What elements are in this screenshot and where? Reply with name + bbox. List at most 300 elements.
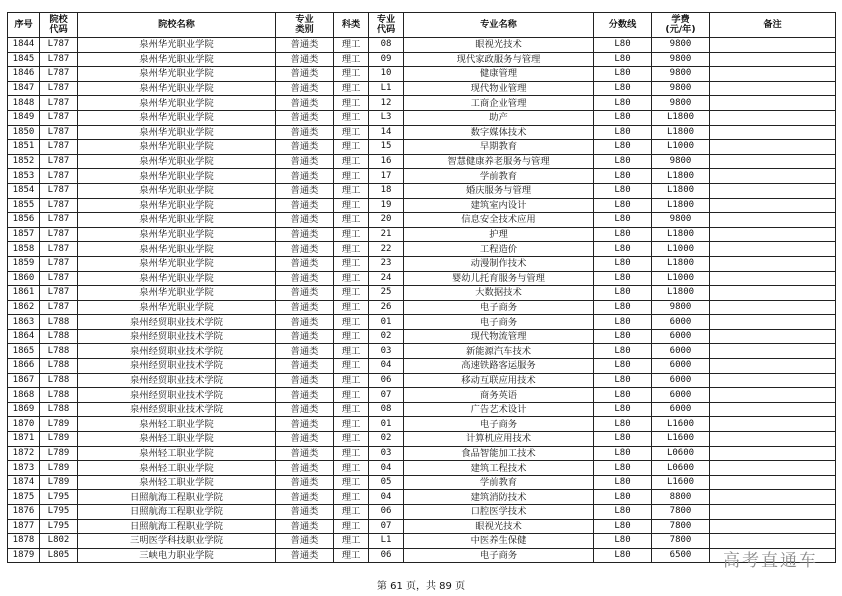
cell-major-code: 04 [369,359,404,374]
cell-major-code: 03 [369,446,404,461]
cell-major-code: 02 [369,432,404,447]
table-row [8,475,836,490]
cell-score-line: L80 [594,198,652,213]
cell-major-code: L1 [369,81,404,96]
cell-school-name: 泉州轻工职业学院 [78,432,276,447]
cell-seq: 1876 [8,505,40,520]
table-row [8,432,836,447]
table-row [8,461,836,476]
cell-tuition: L1800 [652,286,710,301]
cell-seq: 1868 [8,388,40,403]
cell-major-name: 学前教育 [404,169,594,184]
cell-major-type: 普通类 [276,183,334,198]
cell-seq: 1851 [8,140,40,155]
cell-subject: 理工 [334,446,369,461]
cell-major-name: 高速铁路客运服务 [404,359,594,374]
cell-tuition: 6000 [652,359,710,374]
cell-subject: 理工 [334,300,369,315]
header-score-line: 分数线 [594,13,652,38]
cell-score-line: L80 [594,256,652,271]
cell-school-name: 泉州华光职业学院 [78,198,276,213]
cell-score-line: L80 [594,81,652,96]
cell-school-name: 泉州华光职业学院 [78,300,276,315]
cell-remarks [710,432,836,447]
table-row [8,81,836,96]
cell-school-code: L788 [40,388,78,403]
cell-tuition: 7800 [652,534,710,549]
cell-score-line: L80 [594,271,652,286]
cell-major-type: 普通类 [276,461,334,476]
cell-major-code: 08 [369,38,404,53]
cell-major-code: 05 [369,475,404,490]
cell-major-name: 建筑消防技术 [404,490,594,505]
cell-major-code: 10 [369,67,404,82]
cell-school-code: L787 [40,81,78,96]
cell-tuition: 9800 [652,300,710,315]
cell-school-code: L789 [40,432,78,447]
cell-major-type: 普通类 [276,38,334,53]
cell-score-line: L80 [594,227,652,242]
cell-subject: 理工 [334,213,369,228]
cell-major-code: 01 [369,315,404,330]
cell-school-code: L787 [40,96,78,111]
cell-subject: 理工 [334,96,369,111]
cell-score-line: L80 [594,52,652,67]
cell-seq: 1864 [8,329,40,344]
cell-major-type: 普通类 [276,373,334,388]
cell-major-type: 普通类 [276,110,334,125]
cell-score-line: L80 [594,548,652,563]
cell-school-code: L787 [40,286,78,301]
cell-school-code: L788 [40,329,78,344]
cell-score-line: L80 [594,446,652,461]
cell-major-code: 16 [369,154,404,169]
cell-score-line: L80 [594,242,652,257]
cell-school-code: L787 [40,169,78,184]
cell-score-line: L80 [594,286,652,301]
cell-score-line: L80 [594,154,652,169]
cell-major-name: 早期教育 [404,140,594,155]
cell-score-line: L80 [594,359,652,374]
cell-tuition: 9800 [652,38,710,53]
cell-subject: 理工 [334,402,369,417]
cell-subject: 理工 [334,461,369,476]
cell-school-name: 泉州华光职业学院 [78,183,276,198]
cell-remarks [710,81,836,96]
table-row [8,388,836,403]
cell-subject: 理工 [334,38,369,53]
cell-subject: 理工 [334,534,369,549]
cell-major-name: 婴幼儿托育服务与管理 [404,271,594,286]
cell-major-code: 15 [369,140,404,155]
table-row [8,519,836,534]
cell-major-type: 普通类 [276,52,334,67]
cell-major-code: 17 [369,169,404,184]
cell-subject: 理工 [334,183,369,198]
cell-score-line: L80 [594,373,652,388]
cell-remarks [710,169,836,184]
cell-major-name: 助产 [404,110,594,125]
cell-tuition: 6000 [652,329,710,344]
header-row [8,13,836,38]
table-row [8,417,836,432]
table-row [8,446,836,461]
cell-school-name: 泉州经贸职业技术学院 [78,344,276,359]
cell-score-line: L80 [594,344,652,359]
cell-subject: 理工 [334,475,369,490]
cell-major-name: 动漫制作技术 [404,256,594,271]
cell-school-code: L787 [40,38,78,53]
cell-remarks [710,154,836,169]
cell-seq: 1854 [8,183,40,198]
cell-school-name: 泉州华光职业学院 [78,52,276,67]
cell-school-name: 三明医学科技职业学院 [78,534,276,549]
cell-school-name: 泉州华光职业学院 [78,286,276,301]
cell-major-name: 电子商务 [404,315,594,330]
cell-remarks [710,300,836,315]
cell-tuition: L1600 [652,475,710,490]
cell-school-code: L787 [40,256,78,271]
cell-school-name: 日照航海工程职业学院 [78,490,276,505]
cell-remarks [710,183,836,198]
cell-school-name: 泉州华光职业学院 [78,81,276,96]
cell-subject: 理工 [334,373,369,388]
table-row [8,140,836,155]
table-row [8,96,836,111]
cell-subject: 理工 [334,110,369,125]
cell-school-code: L789 [40,446,78,461]
table-row [8,271,836,286]
cell-remarks [710,52,836,67]
cell-tuition: L1600 [652,417,710,432]
cell-tuition: 6500 [652,548,710,563]
page-footer: 第 61 页，共 89 页 [376,581,466,592]
cell-score-line: L80 [594,388,652,403]
cell-tuition: L1800 [652,256,710,271]
cell-major-code: 21 [369,227,404,242]
cell-subject: 理工 [334,432,369,447]
cell-tuition: 7800 [652,505,710,520]
cell-seq: 1869 [8,402,40,417]
cell-major-type: 普通类 [276,534,334,549]
cell-school-name: 泉州华光职业学院 [78,125,276,140]
cell-score-line: L80 [594,402,652,417]
cell-subject: 理工 [334,329,369,344]
cell-tuition: L1800 [652,227,710,242]
table-row [8,198,836,213]
cell-seq: 1855 [8,198,40,213]
cell-remarks [710,373,836,388]
cell-major-type: 普通类 [276,227,334,242]
table-row [8,38,836,53]
cell-school-code: L795 [40,519,78,534]
cell-school-code: L802 [40,534,78,549]
cell-remarks [710,271,836,286]
cell-seq: 1850 [8,125,40,140]
cell-score-line: L80 [594,213,652,228]
table-row [8,373,836,388]
cell-school-code: L788 [40,344,78,359]
cell-school-code: L788 [40,315,78,330]
table-row [8,125,836,140]
cell-seq: 1862 [8,300,40,315]
cell-subject: 理工 [334,417,369,432]
cell-major-code: L3 [369,110,404,125]
cell-major-name: 电子商务 [404,300,594,315]
cell-major-name: 学前教育 [404,475,594,490]
cell-seq: 1871 [8,432,40,447]
cell-major-code: 08 [369,402,404,417]
cell-score-line: L80 [594,475,652,490]
cell-score-line: L80 [594,169,652,184]
cell-school-name: 泉州华光职业学院 [78,38,276,53]
cell-major-type: 普通类 [276,67,334,82]
table-row [8,256,836,271]
cell-major-name: 电子商务 [404,417,594,432]
cell-school-name: 泉州华光职业学院 [78,169,276,184]
watermark-text: 高考直通车 [723,551,818,571]
cell-subject: 理工 [334,198,369,213]
cell-major-code: 14 [369,125,404,140]
cell-tuition: L1000 [652,140,710,155]
cell-score-line: L80 [594,38,652,53]
cell-school-code: L789 [40,461,78,476]
table-row [8,242,836,257]
table-row [8,315,836,330]
cell-major-code: 06 [369,373,404,388]
cell-subject: 理工 [334,519,369,534]
cell-school-code: L787 [40,140,78,155]
cell-remarks [710,286,836,301]
cell-subject: 理工 [334,271,369,286]
cell-subject: 理工 [334,125,369,140]
cell-seq: 1873 [8,461,40,476]
cell-major-name: 食品智能加工技术 [404,446,594,461]
cell-major-name: 健康管理 [404,67,594,82]
cell-school-name: 泉州华光职业学院 [78,271,276,286]
cell-subject: 理工 [334,315,369,330]
cell-tuition: 9800 [652,67,710,82]
header-tuition: 学费 (元/年) [652,13,710,38]
cell-score-line: L80 [594,125,652,140]
cell-remarks [710,519,836,534]
cell-major-name: 护理 [404,227,594,242]
cell-seq: 1856 [8,213,40,228]
cell-score-line: L80 [594,519,652,534]
table-row [8,169,836,184]
cell-remarks [710,213,836,228]
table-row [8,402,836,417]
cell-major-code: 23 [369,256,404,271]
cell-remarks [710,446,836,461]
cell-major-type: 普通类 [276,388,334,403]
cell-major-type: 普通类 [276,169,334,184]
cell-seq: 1877 [8,519,40,534]
cell-seq: 1847 [8,81,40,96]
cell-score-line: L80 [594,300,652,315]
table-row [8,534,836,549]
cell-score-line: L80 [594,490,652,505]
cell-seq: 1859 [8,256,40,271]
cell-subject: 理工 [334,286,369,301]
cell-subject: 理工 [334,344,369,359]
cell-subject: 理工 [334,505,369,520]
cell-major-type: 普通类 [276,286,334,301]
cell-school-code: L789 [40,475,78,490]
cell-remarks [710,227,836,242]
table-row [8,213,836,228]
cell-major-code: 18 [369,183,404,198]
cell-subject: 理工 [334,359,369,374]
cell-seq: 1857 [8,227,40,242]
cell-remarks [710,329,836,344]
cell-school-code: L805 [40,548,78,563]
header-school-code: 院校 代码 [40,13,78,38]
cell-school-code: L795 [40,505,78,520]
cell-school-name: 泉州华光职业学院 [78,110,276,125]
cell-score-line: L80 [594,110,652,125]
cell-major-type: 普通类 [276,198,334,213]
cell-seq: 1848 [8,96,40,111]
header-seq: 序号 [8,13,40,38]
cell-major-code: 02 [369,329,404,344]
cell-seq: 1863 [8,315,40,330]
cell-tuition: 8800 [652,490,710,505]
cell-major-type: 普通类 [276,81,334,96]
cell-remarks [710,344,836,359]
cell-major-type: 普通类 [276,417,334,432]
cell-seq: 1849 [8,110,40,125]
cell-score-line: L80 [594,329,652,344]
cell-subject: 理工 [334,242,369,257]
cell-score-line: L80 [594,417,652,432]
cell-subject: 理工 [334,67,369,82]
cell-school-code: L788 [40,402,78,417]
cell-remarks [710,67,836,82]
cell-major-name: 现代物流管理 [404,329,594,344]
table-row [8,548,836,563]
cell-major-code: 26 [369,300,404,315]
cell-tuition: 6000 [652,373,710,388]
cell-remarks [710,125,836,140]
cell-score-line: L80 [594,140,652,155]
cell-subject: 理工 [334,548,369,563]
cell-tuition: L1000 [652,242,710,257]
cell-subject: 理工 [334,227,369,242]
cell-major-code: 19 [369,198,404,213]
cell-school-name: 泉州经贸职业技术学院 [78,315,276,330]
cell-school-name: 泉州华光职业学院 [78,140,276,155]
cell-tuition: 9800 [652,52,710,67]
cell-major-name: 新能源汽车技术 [404,344,594,359]
cell-major-code: 04 [369,461,404,476]
table-row [8,110,836,125]
cell-major-name: 建筑工程技术 [404,461,594,476]
cell-seq: 1874 [8,475,40,490]
cell-subject: 理工 [334,154,369,169]
cell-major-type: 普通类 [276,300,334,315]
header-major-name: 专业名称 [404,13,594,38]
cell-major-name: 数字媒体技术 [404,125,594,140]
cell-major-name: 眼视光技术 [404,519,594,534]
cell-seq: 1858 [8,242,40,257]
cell-major-code: 06 [369,548,404,563]
cell-major-type: 普通类 [276,329,334,344]
cell-school-name: 泉州经贸职业技术学院 [78,373,276,388]
cell-major-name: 现代物业管理 [404,81,594,96]
cell-seq: 1845 [8,52,40,67]
cell-major-type: 普通类 [276,505,334,520]
cell-tuition: 6000 [652,315,710,330]
cell-major-type: 普通类 [276,359,334,374]
cell-subject: 理工 [334,490,369,505]
cell-remarks [710,359,836,374]
cell-seq: 1852 [8,154,40,169]
cell-school-code: L787 [40,300,78,315]
table-row [8,67,836,82]
cell-subject: 理工 [334,388,369,403]
cell-seq: 1867 [8,373,40,388]
cell-school-code: L787 [40,125,78,140]
cell-score-line: L80 [594,461,652,476]
header-major-type: 专业 类别 [276,13,334,38]
cell-seq: 1872 [8,446,40,461]
cell-remarks [710,242,836,257]
cell-major-name: 移动互联应用技术 [404,373,594,388]
cell-tuition: 9800 [652,96,710,111]
cell-remarks [710,198,836,213]
table-row [8,490,836,505]
cell-tuition: 6000 [652,402,710,417]
cell-subject: 理工 [334,81,369,96]
cell-school-code: L787 [40,183,78,198]
cell-remarks [710,417,836,432]
cell-subject: 理工 [334,256,369,271]
cell-school-name: 泉州经贸职业技术学院 [78,329,276,344]
cell-remarks [710,110,836,125]
cell-major-name: 工程造价 [404,242,594,257]
cell-major-type: 普通类 [276,446,334,461]
cell-school-name: 泉州华光职业学院 [78,154,276,169]
cell-major-name: 大数据技术 [404,286,594,301]
table-row [8,227,836,242]
cell-school-code: L788 [40,373,78,388]
cell-school-name: 泉州轻工职业学院 [78,446,276,461]
cell-major-type: 普通类 [276,548,334,563]
cell-tuition: 9800 [652,81,710,96]
cell-tuition: L1800 [652,198,710,213]
cell-remarks [710,38,836,53]
cell-major-type: 普通类 [276,475,334,490]
cell-major-name: 婚庆服务与管理 [404,183,594,198]
cell-major-type: 普通类 [276,213,334,228]
cell-tuition: L1800 [652,125,710,140]
cell-major-name: 广告艺术设计 [404,402,594,417]
cell-major-name: 现代家政服务与管理 [404,52,594,67]
cell-school-name: 泉州华光职业学院 [78,96,276,111]
cell-tuition: L1800 [652,169,710,184]
cell-major-type: 普通类 [276,256,334,271]
cell-score-line: L80 [594,183,652,198]
cell-major-name: 建筑室内设计 [404,198,594,213]
table-row [8,359,836,374]
cell-remarks [710,461,836,476]
cell-major-type: 普通类 [276,271,334,286]
cell-school-code: L787 [40,227,78,242]
cell-remarks [710,475,836,490]
cell-major-name: 口腔医学技术 [404,505,594,520]
cell-subject: 理工 [334,140,369,155]
